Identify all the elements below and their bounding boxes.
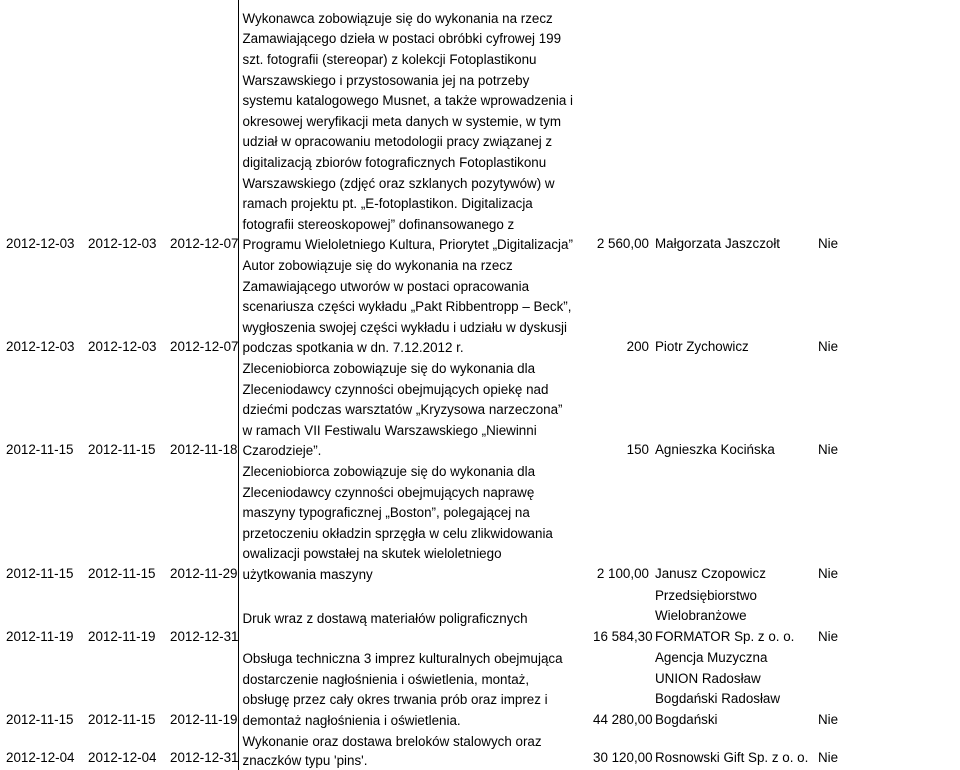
- date-3: 2012-12-07: [170, 236, 239, 252]
- contractor-cell: Agnieszka Kocińska: [655, 442, 775, 458]
- date-1: 2012-11-15: [6, 565, 74, 581]
- contractor-cell: Małgorzata Jaszczołt: [655, 236, 781, 252]
- flag-cell: Nie: [818, 750, 839, 766]
- date-2: 2012-11-15: [88, 442, 156, 458]
- table-row: [0, 732, 960, 770]
- date-3: 2012-11-18: [170, 442, 238, 458]
- date-1: 2012-12-03: [6, 236, 75, 252]
- amount-cell: 150: [626, 442, 649, 458]
- description-cell: Zleceniobiorca zobowiązuje się do wykonania dla Zleceniodawcy czynności obejmujących opiekę nad dziećmi podczas warsztatów „Kryzysowa narzeczona” w ramach VII Festiwalu Warszawskiego „Niewinni Czarodzieje”.: [238, 359, 593, 462]
- description-cell: Wykonanie oraz dostawa breloków stalowych oraz znaczków typu 'pins'.: [238, 732, 593, 770]
- description-cell: Zleceniobiorca zobowiązuje się do wykonania dla Zleceniodawcy czynności obejmujących naprawę maszyny typograficznej „Boston”, polegającej na przetoczeniu okładzin sprzęgła w celu zlikwidowania owalizacji powstałej na skutek wieloletniego użytkowania maszyny: [238, 462, 593, 586]
- date-2: 2012-12-03: [88, 236, 157, 252]
- description-cell: Druk wraz z dostawą materiałów poligraficznych: [238, 586, 593, 649]
- date-2: 2012-11-15: [88, 565, 156, 581]
- flag-cell: Nie: [818, 712, 839, 728]
- contractor-cell: Przedsiębiorstwo Wielobranżowe FORMATOR Sp. z o. o.: [655, 587, 795, 644]
- flag-cell: Nie: [818, 628, 839, 644]
- contractor-cell: Rosnowski Gift Sp. z o. o.: [655, 750, 809, 766]
- date-2: 2012-11-15: [88, 712, 156, 728]
- contractor-cell: Piotr Zychowicz: [655, 339, 749, 355]
- flag-cell: Nie: [818, 442, 839, 458]
- date-3: 2012-12-07: [170, 339, 239, 355]
- date-1: 2012-12-03: [6, 339, 75, 355]
- table-row: [0, 0, 960, 256]
- amount-cell: 16 584,30: [593, 628, 653, 644]
- flag-cell: Nie: [818, 339, 839, 355]
- contractor-cell: Janusz Czopowicz: [655, 565, 766, 581]
- description-cell: Autor zobowiązuje się do wykonania na rzecz Zamawiającego utworów w postaci opracowania scenariusza części wykładu „Pakt Ribbentropp – Beck”, wygłoszenia swojej części wykładu i udziału w dyskusji podczas spotkania w dn. 7.12.2012 r.: [238, 256, 593, 359]
- date-2: 2012-12-03: [88, 339, 157, 355]
- date-1: 2012-11-15: [6, 712, 74, 728]
- amount-cell: 2 560,00: [596, 236, 649, 252]
- flag-cell: Nie: [818, 236, 839, 252]
- contractor-cell: Agencja Muzyczna UNION Radosław Bogdański Radosław Bogdański: [655, 650, 781, 728]
- flag-cell: Nie: [818, 565, 839, 581]
- date-3: 2012-12-31: [170, 750, 239, 766]
- description-cell: Wykonawca zobowiązuje się do wykonania na rzecz Zamawiającego dzieła w postaci obróbki cyfrowej 199 szt. fotografii (stereopar) z kolekcji Fotoplastikonu Warszawskiego i przystosowania jej na potrzeby systemu katalogowego Musnet, a także wprowadzenia i okresowej weryfikacji meta danych w systemie, w tym udział w opracowaniu metodologii pracy związanej z digitalizacją zbiorów fotograficznych Fotoplastikonu Warszawskiego (zdjęć oraz szklanych pozytywów) w ramach projektu pt. „E-fotoplastikon. Digitalizacja fotografii stereoskopowej” dofinansowanego z Programu Wieloletniego Kultura, Priorytet „Digitalizacja”: [238, 0, 593, 256]
- date-3: 2012-11-19: [170, 712, 238, 728]
- date-1: 2012-11-15: [6, 442, 74, 458]
- table-row: [0, 586, 960, 649]
- amount-cell: 30 120,00: [593, 750, 653, 766]
- date-3: 2012-11-29: [170, 565, 238, 581]
- table-row: [0, 648, 960, 731]
- amount-cell: 44 280,00: [593, 712, 653, 728]
- table-row: [0, 462, 960, 586]
- date-2: 2012-12-04: [88, 750, 157, 766]
- description-cell: Obsługa techniczna 3 imprez kulturalnych obejmująca dostarczenie nagłośnienia i oświetlenia, montaż, obsługę przez cały okres trwania prób oraz imprez i demontaż nagłośnienia i oświetlenia.: [238, 648, 593, 731]
- date-3: 2012-12-31: [170, 628, 239, 644]
- table-row: [0, 359, 960, 462]
- date-1: 2012-12-04: [6, 750, 75, 766]
- table-row: [0, 256, 960, 359]
- amount-cell: 200: [626, 339, 649, 355]
- date-2: 2012-11-19: [88, 628, 156, 644]
- amount-cell: 2 100,00: [596, 565, 649, 581]
- date-1: 2012-11-19: [6, 628, 74, 644]
